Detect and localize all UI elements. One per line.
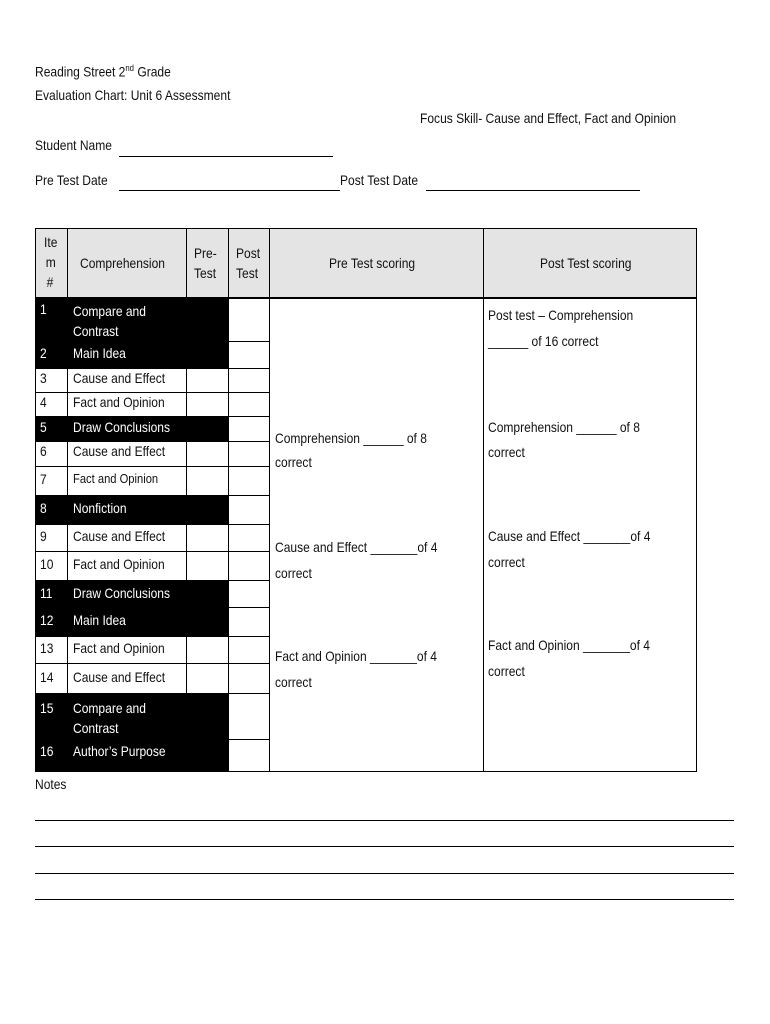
row-line [35, 466, 269, 467]
row-number: 8 [40, 500, 47, 516]
pre-test-date-field[interactable] [119, 190, 340, 191]
col-divider-comp [186, 228, 187, 298]
row-line [35, 580, 269, 581]
student-name-label: Student Name [35, 137, 112, 153]
row-skill: Compare and Contrast [73, 700, 146, 736]
row-line [228, 739, 269, 740]
row-line [35, 392, 269, 393]
inner-v4 [186, 441, 187, 496]
post-fact-opinion-score: Fact and Opinion _______of 4 correct [488, 637, 651, 679]
row-number: 14 [40, 669, 54, 685]
row-line [35, 416, 269, 417]
row-skill: Fact and Opinion [73, 640, 165, 656]
row-skill: Cause and Effect [73, 443, 166, 459]
row-number: 6 [40, 443, 47, 459]
col-divider-post [269, 228, 270, 771]
row-number: 2 [40, 345, 47, 361]
inner-v8 [186, 636, 187, 693]
row-line [228, 341, 269, 342]
row-skill: Author’s Purpose [73, 743, 166, 759]
row-line [35, 636, 269, 637]
row-skill: Cause and Effect [73, 528, 166, 544]
pre-test-date-label: Pre Test Date [35, 172, 108, 188]
notes-line[interactable] [35, 846, 734, 847]
row-line [35, 441, 269, 442]
col-divider-pre [228, 228, 229, 771]
row-line [35, 551, 269, 552]
row-skill: Main Idea [73, 612, 126, 628]
header-post-test: Post Test [236, 245, 261, 281]
row-number: 13 [40, 640, 54, 656]
post-test-date-label: Post Test Date [340, 172, 419, 188]
col-divider-item [67, 228, 68, 298]
row-line [35, 524, 269, 525]
row-number: 7 [40, 471, 47, 487]
row-skill: Draw Conclusions [73, 585, 171, 601]
header-post-test-scoring: Post Test scoring [540, 255, 632, 271]
row-skill: Cause and Effect [73, 370, 166, 386]
notes-line[interactable] [35, 899, 734, 900]
row-number: 1 [40, 301, 47, 317]
row-line [35, 495, 269, 496]
row-number: 10 [40, 556, 54, 572]
post-total-score: Post test – Comprehension ______ of 16 correct [488, 307, 634, 349]
header-pre-test-scoring: Pre Test scoring [329, 255, 416, 271]
inner-v3 [67, 441, 68, 496]
inner-v5 [67, 524, 68, 580]
row-skill: Cause and Effect [73, 669, 166, 685]
post-test-date-field[interactable] [426, 190, 640, 191]
header-title-line1: Reading Street 2nd Grade [35, 63, 171, 80]
row-number: 12 [40, 612, 54, 628]
post-cause-effect-score: Cause and Effect _______of 4 correct [488, 528, 651, 570]
row-number: 3 [40, 370, 47, 386]
row-number: 15 [40, 700, 54, 716]
notes-line[interactable] [35, 820, 734, 821]
pre-cause-effect-score: Cause and Effect _______of 4 correct [275, 539, 438, 581]
header-pre-test: Pre- Test [194, 245, 217, 281]
row-line [35, 663, 269, 664]
notes-line[interactable] [35, 873, 734, 874]
row-skill: Fact and Opinion [73, 471, 159, 486]
post-comprehension-score: Comprehension ______ of 8 correct [488, 419, 640, 460]
row-number: 11 [40, 585, 53, 601]
row-skill: Nonfiction [73, 500, 127, 516]
inner-v6 [186, 524, 187, 580]
pre-fact-opinion-score: Fact and Opinion _______of 4 correct [275, 648, 438, 690]
col-divider-pre-scoring [483, 228, 484, 771]
header-bottom [35, 297, 696, 299]
row-line [228, 607, 269, 608]
focus-skill: Focus Skill- Cause and Effect, Fact and Opinion [420, 110, 677, 126]
row-number: 9 [40, 528, 47, 544]
row-skill: Fact and Opinion [73, 556, 165, 572]
pre-comprehension-score: Comprehension ______ of 8 correct [275, 430, 427, 470]
inner-v7 [67, 636, 68, 693]
header-item-number: Ite m # [44, 234, 58, 290]
row-skill: Draw Conclusions [73, 419, 171, 435]
row-number: 5 [40, 419, 47, 435]
header-comprehension: Comprehension [80, 255, 166, 271]
row-skill: Compare and Contrast [73, 303, 146, 339]
row-number: 4 [40, 394, 47, 410]
row-line [35, 693, 269, 694]
row-number: 16 [40, 743, 54, 759]
header-title-line2: Evaluation Chart: Unit 6 Assessment [35, 87, 231, 103]
row-skill: Fact and Opinion [73, 394, 165, 410]
row-line [35, 368, 269, 369]
notes-label: Notes [35, 776, 67, 792]
student-name-field[interactable] [119, 156, 333, 157]
row-skill: Main Idea [73, 345, 126, 361]
